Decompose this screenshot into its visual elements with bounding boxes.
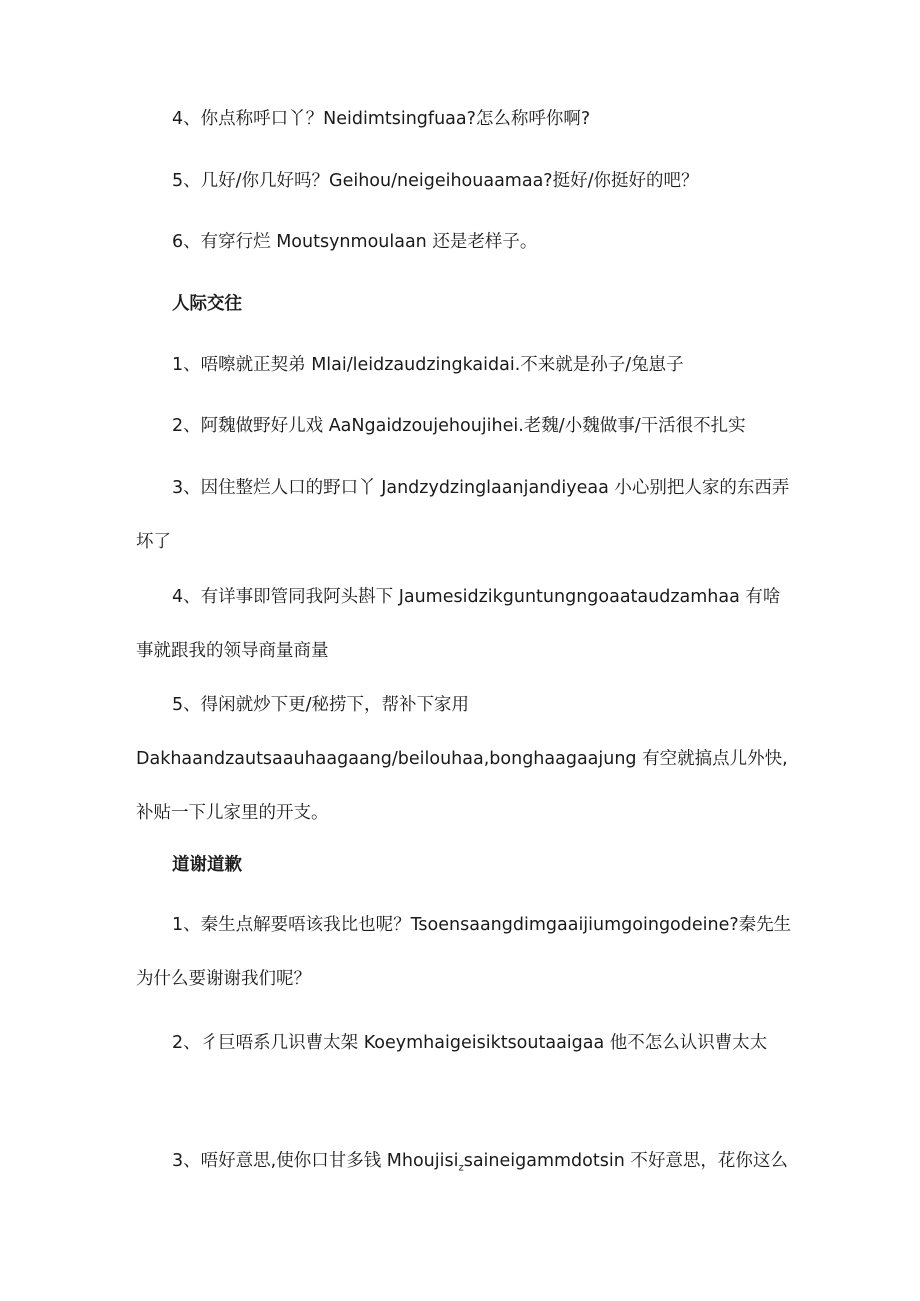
item-thanks-1: 1、秦生点解要唔该我比也呢？Tsoensaangdimgaaijiumgoingodeine?秦先生为什么要谢谢我们呢？ [136,915,792,989]
item-thanks-3-text-a: 3、唔好意思,使你口甘多钱 Mhoujisi [172,1151,459,1171]
item-greeting-6: 6、有穿行烂 Moutsynmoulaan 还是老样子。 [172,232,538,252]
item-thanks-3-subscript: z [458,1162,464,1174]
item-thanks-3 [136,1134,796,1196]
item-social-3: 3、因住整烂人口的野口丫 Jandzydzinglaanjandiyeaa 小心别把人家的东西弄坏了 [136,478,790,552]
item-thanks-3-text-b: saineigammdotsin 不好意思，花你这么 [463,1151,788,1171]
item-greeting-5: 5、几好/你几好吗？Geihou/neigeihouaamaa?挺好/你挺好的吧？ [172,171,699,191]
section-heading-social: 人际交往 [172,294,242,314]
item-greeting-4: 4、你点称呼口丫？Neidimtsingfuaa?怎么称呼你啊? [172,109,591,129]
item-social-2: 2、阿魏做野好儿戏 AaNgaidzoujehoujihei.老魏/小魏做事/干活很不扎实 [172,416,746,436]
item-social-1: 1、唔嚓就正契弟 Mlai/leidzaudzingkaidai.不来就是孙子/兔崽子 [172,355,684,375]
item-thanks-2: 2、彳巨唔系几识曹太架 Koeymhaigeisiktsoutaaigaa 他不怎么认识曹太太 [172,1033,768,1053]
item-social-4: 4、有详事即管同我阿头斟下 Jaumesidzikguntungngoaataudzamhaa 有啥事就跟我的领导商量商量 [136,587,781,661]
section-heading-thanks-apology: 道谢道歉 [172,855,242,875]
item-social-5: 5、得闲就炒下更/秘捞下，帮补下家用 Dakhaandzautsaauhaagaang/beilouhaa,bonghaagaajung 有空就搞点儿外快,补贴一下儿家里的开支。 [136,695,788,823]
